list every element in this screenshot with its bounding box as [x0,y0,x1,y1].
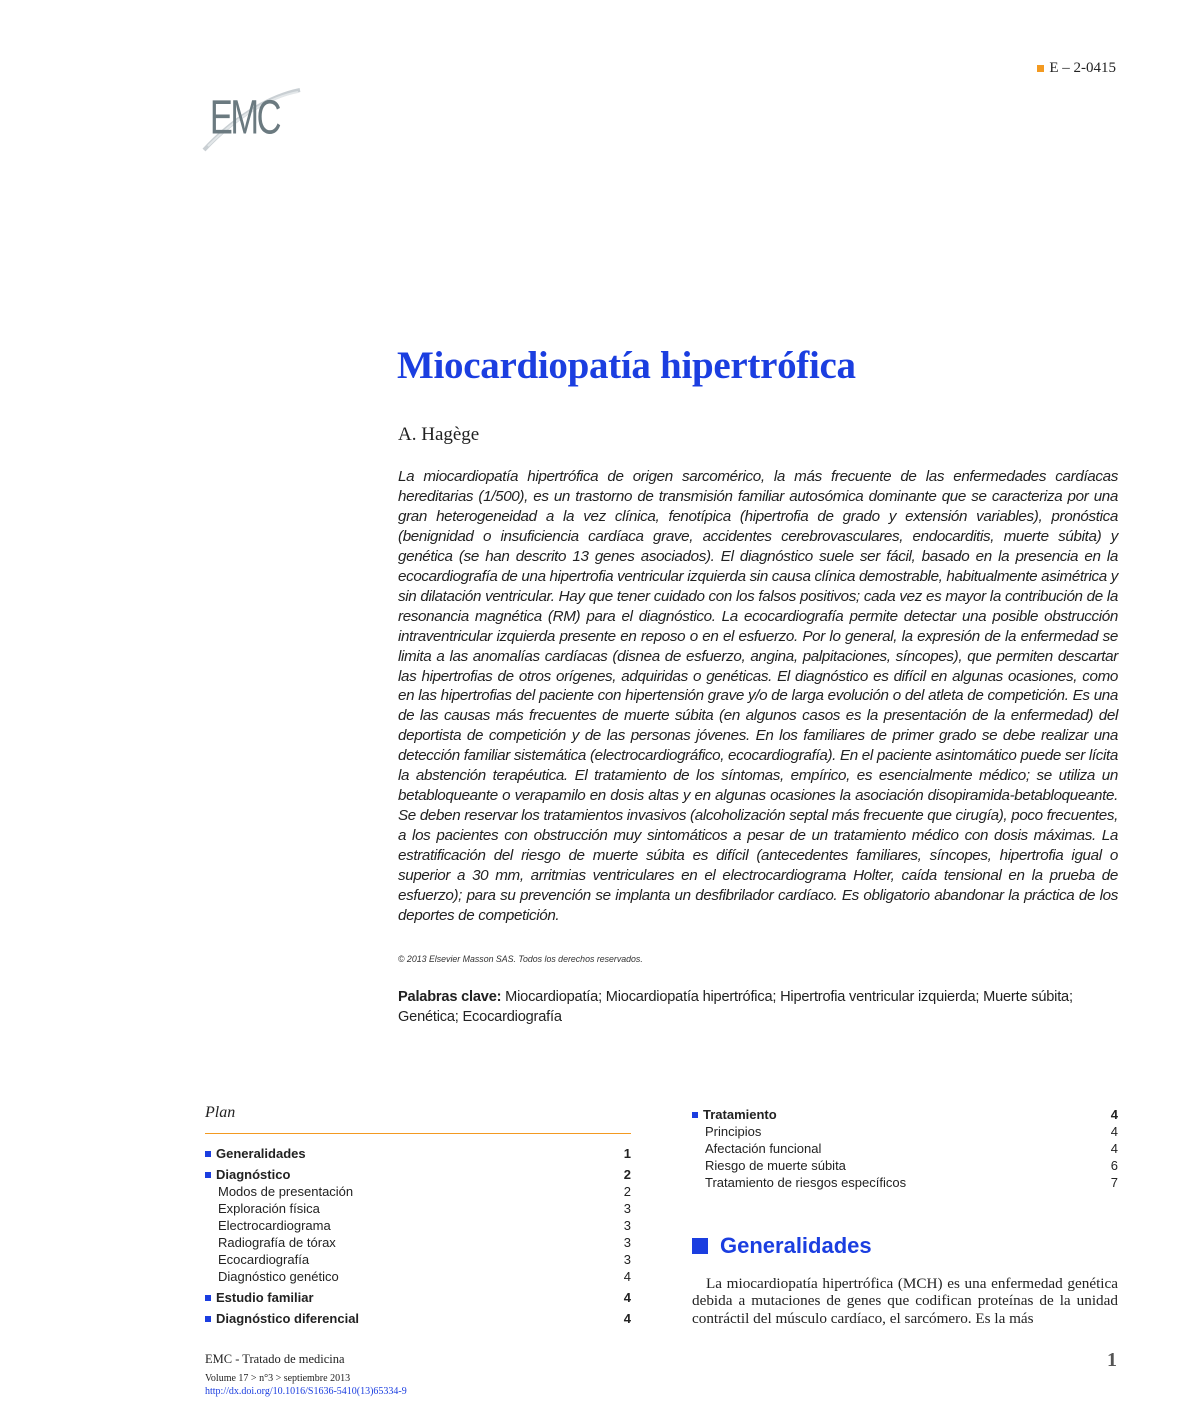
toc-entry-text: Estudio familiar [216,1290,314,1305]
toc-entry-text: Diagnóstico diferencial [216,1311,360,1326]
toc-entry[interactable] [205,1251,631,1268]
bullet-square-icon [205,1316,211,1322]
toc-entry-label [205,1184,353,1199]
toc-entry-text: Electrocardiograma [218,1218,331,1233]
toc-entry[interactable] [205,1268,631,1285]
article-author: A. Hagège [398,424,480,445]
toc-entry-label [205,1252,309,1267]
logo-lettering: EMC [209,89,279,144]
toc-entry[interactable] [205,1289,631,1306]
toc-entry-label [692,1175,906,1190]
toc-entry-page: 3 [623,1201,631,1216]
toc-entry[interactable] [205,1145,631,1162]
toc-right-column [692,1106,1118,1191]
footer-journal: EMC - Tratado de medicina [205,1352,345,1366]
toc-entry-page: 4 [1110,1107,1118,1122]
toc-entry[interactable] [205,1183,631,1200]
toc-entry[interactable] [205,1234,631,1251]
keywords-label: Palabras clave: [398,989,502,1005]
toc-left-column [205,1145,631,1327]
toc-entry[interactable] [692,1140,1118,1157]
toc-entry[interactable] [205,1310,631,1327]
article-title: Miocardiopatía hipertrófica [397,344,856,387]
reference-code-text: E – 2-0415 [1049,60,1116,76]
section-heading [692,1233,872,1259]
toc-entry-text: Riesgo de muerte súbita [705,1158,846,1173]
toc-entry-label [205,1218,331,1233]
toc-entry-text: Ecocardiografía [218,1252,310,1267]
toc-entry-label [692,1158,846,1173]
toc-entry-label [205,1311,359,1326]
toc-entry-label [692,1124,761,1139]
abstract: La miocardiopatía hipertrófica de origen sarcomérico, la más frecuente de las enfermedades cardíacas hereditarias (1/500), es un trastorno de transmisión familiar autosómica dominante que se caracteriza por una gran heterogeneidad a la vez clínica, fenotípica (hipertrofia de grado y extensión variables), pronóstica (benignidad o insuficiencia cardíaca grave, accidentes cerebrovasculares, endocarditis, muerte súbita) y genética (se han descrito 13 genes asociados). El diagnóstico suele ser fácil, basado en la presencia en la ecocardiografía de una hipertrofia ventricular izquierda sin causa clínica demostrable, habitualmente asimétrica y sin dilatación ventricular. Hay que tener cuidado con los falsos positivos; cada vez es mayor la contribución de la resonancia magnética (RM) para el diagnóstico. La ecocardiografía permite detectar una posible obstrucción intraventricular izquierda presente en reposo o en el esfuerzo. Por lo general, la expresión de la enfermedad se limita a las anomalías cardíacas (disnea de esfuerzo, angina, palpitaciones, síncopes), que permiten descartar las hipertrofias de otros orígenes, adquiridas o genéticas. El diagnóstico es difícil en algunas ocasiones, como en las hipertrofias del paciente con hipertensión grave y/o de larga evolución o del atleta de competición. Es una de las causas más frecuentes de muerte súbita (en algunos casos es la presentación de la enfermedad) del deportista de competición y de las personas jóvenes. En los familiares de primer grado se debe realizar una detección familiar sistemática (electrocardiográfico, ecocardiografía). En el paciente asintomático puede ser lícita la abstención terapéutica. El tratamiento de los síntomas, empírico, es esencialmente médico; se utiliza un betabloqueante o verapamilo en dosis altas y en algunas ocasiones la asociación disopiramida-betabloqueante. Se deben reservar los tratamientos invasivos (alcoholización septal más frecuente que cirugía), poco frecuentes, a los pacientes con obstrucción muy sintomáticos a pesar de un tratamiento médico con dosis máximas. La estratificación del riesgo de muerte súbita es difícil (antecedentes familiares, síncopes, hipertrofia igual o superior a 30 mm, arritmias ventriculares en el electrocardiograma Holter, caída tensional en la prueba de esfuerzo); para su prevención se implanta un desfibrilador cardíaco. Es obligatorio abandonar la práctica de los deportes de competición. [398,468,1118,924]
body-paragraph: La miocardiopatía hipertrófica (MCH) es una enfermedad genética debida a mutaciones de genes que codifican proteínas de la unidad contráctil del músculo cardíaco, el sarcómero. Es la más [692,1275,1118,1327]
toc-entry-page: 4 [623,1311,631,1326]
toc-entry[interactable] [205,1217,631,1234]
toc-entry-page: 1 [623,1146,631,1161]
toc-entry-label [205,1235,336,1250]
toc-entry-page: 6 [1110,1158,1118,1173]
toc-entry-label [205,1269,339,1284]
toc-entry-page: 4 [1110,1141,1118,1156]
plan-divider [205,1133,631,1134]
plan-title: Plan [205,1104,236,1121]
toc-entry-label [205,1290,314,1305]
toc-entry-text: Radiografía de tórax [218,1235,336,1250]
toc-entry-text: Modos de presentación [218,1184,354,1199]
toc-entry-label [205,1146,306,1161]
toc-entry[interactable] [692,1106,1118,1123]
reference-code [1037,60,1116,77]
toc-entry-text: Exploración física [218,1201,320,1216]
doi-link[interactable]: http://dx.doi.org/10.1016/S1636-5410(13)65334-9 [205,1386,407,1397]
toc-entry-label [692,1107,777,1122]
bullet-square-icon [205,1295,211,1301]
toc-entry-text: Principios [705,1124,762,1139]
toc-entry-page: 3 [623,1252,631,1267]
toc-entry-label [205,1167,290,1182]
footer-volume: Volume 17 > n°3 > septiembre 2013 [205,1373,351,1384]
section-heading-text: Generalidades [720,1233,872,1258]
toc-entry[interactable] [692,1174,1118,1191]
copyright-notice: © 2013 Elsevier Masson SAS. Todos los derechos reservados. [398,954,643,964]
toc-entry-page: 4 [623,1269,631,1284]
toc-entry-page: 7 [1110,1175,1118,1190]
toc-entry[interactable] [205,1166,631,1183]
section-square-icon [692,1238,708,1254]
keywords [398,987,1118,1027]
toc-entry-page: 4 [1110,1124,1118,1139]
bullet-square-icon [205,1151,211,1157]
toc-entry-text: Generalidades [216,1146,306,1161]
page-number: 1 [1107,1349,1117,1371]
toc-entry[interactable] [692,1123,1118,1140]
toc-entry-text: Tratamiento [703,1107,777,1122]
toc-entry-page: 4 [623,1290,631,1305]
orange-square-icon [1037,65,1044,72]
toc-entry-page: 3 [623,1235,631,1250]
keywords-list: Miocardiopatía; Miocardiopatía hipertrófica; Hipertrofia ventricular izquierda; Muerte súbita; Genética; Ecocardiografía [398,989,1073,1025]
toc-entry-label [692,1141,821,1156]
toc-entry-text: Tratamiento de riesgos específicos [705,1175,907,1190]
toc-entry-text: Diagnóstico genético [218,1269,339,1284]
toc-entry-label [205,1201,320,1216]
emc-logo-graphic [200,62,305,157]
toc-entry-text: Afectación funcional [705,1141,822,1156]
bullet-square-icon [692,1112,698,1118]
toc-entry[interactable] [205,1200,631,1217]
toc-entry-text: Diagnóstico [216,1167,291,1182]
toc-entry-page: 2 [623,1184,631,1199]
toc-entry-page: 3 [623,1218,631,1233]
bullet-square-icon [205,1172,211,1178]
emc-logo [200,62,305,157]
toc-entry-page: 2 [623,1167,631,1182]
toc-entry[interactable] [692,1157,1118,1174]
